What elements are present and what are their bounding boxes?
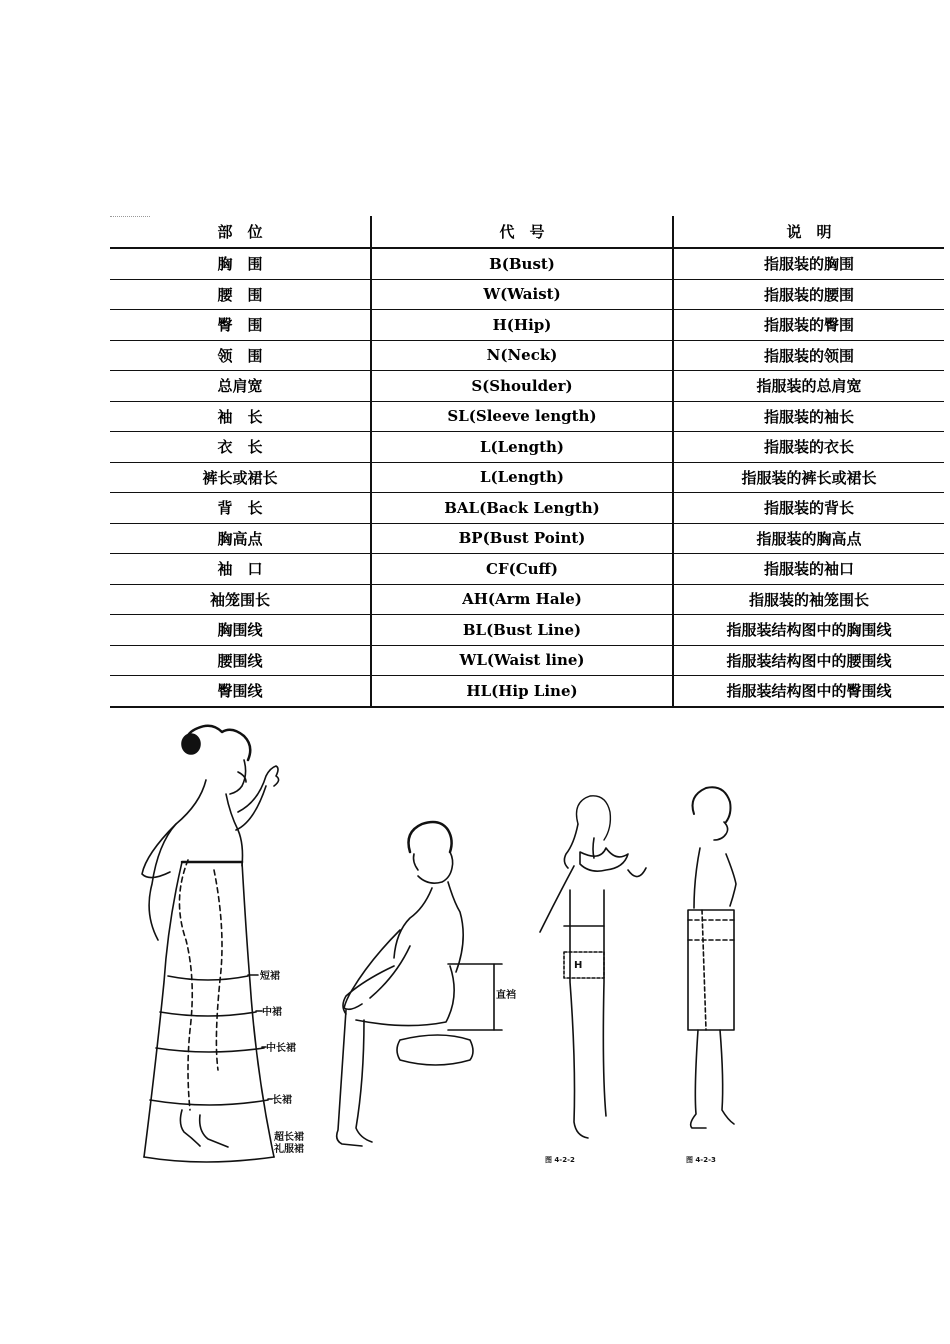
header-part: 部 位 [110,216,371,248]
cell-code: S(Shoulder) [371,371,673,402]
cell-code: L(Length) [371,462,673,493]
label-mid-skirt: 中裙 [262,1007,282,1018]
cell-part: 袖 口 [110,554,371,585]
cell-part: 胸围线 [110,615,371,646]
table-row [110,371,944,402]
cell-part: 背 长 [110,493,371,524]
table-row [110,676,944,707]
illustration-svg [0,720,950,1180]
cell-part: 臀围线 [110,676,371,707]
cell-description: 指服装的背长 [673,493,944,524]
cell-description: 指服装的袖长 [673,401,944,432]
cell-description: 指服装的胸高点 [673,523,944,554]
cell-code: HL(Hip Line) [371,676,673,707]
cell-description: 指服装的胸围 [673,248,944,279]
measurement-code-table [110,216,940,708]
cell-code: CF(Cuff) [371,554,673,585]
table-row [110,615,944,646]
table-row [110,584,944,615]
table-row [110,523,944,554]
cell-code: WL(Waist line) [371,645,673,676]
cell-description: 指服装的领围 [673,340,944,371]
label-crotch-depth: 直裆 [496,990,516,1001]
table-row [110,554,944,585]
cell-code: BP(Bust Point) [371,523,673,554]
cell-part: 腰围线 [110,645,371,676]
label-short-skirt: 短裙 [260,971,280,982]
header-description: 说 明 [673,216,944,248]
cell-description: 指服装的袖笼围长 [673,584,944,615]
cell-code: B(Bust) [371,248,673,279]
cell-description: 指服装结构图中的臀围线 [673,676,944,707]
cell-description: 指服装的袖口 [673,554,944,585]
cell-part: 衣 长 [110,432,371,463]
cell-part: 袖 长 [110,401,371,432]
cell-code: SL(Sleeve length) [371,401,673,432]
woman-skirt-lengths-figure [142,726,279,1162]
seated-man-figure [337,822,502,1146]
woman-hip-figure [540,796,646,1138]
table-row [110,279,944,310]
table-row [110,462,944,493]
cell-code: H(Hip) [371,310,673,341]
label-long-skirt: 长裙 [272,1095,292,1106]
cell-code: AH(Arm Hale) [371,584,673,615]
cell-part: 胸 围 [110,248,371,279]
cell-code: W(Waist) [371,279,673,310]
cell-code: N(Neck) [371,340,673,371]
caption-fig-4-2-2: 图 4-2-2 [545,1156,575,1164]
cell-description: 指服装结构图中的胸围线 [673,615,944,646]
label-extra-long-skirt: 超长裙 [274,1132,304,1143]
cell-part: 腰 围 [110,279,371,310]
cell-part: 袖笼围长 [110,584,371,615]
woman-skirt-block-figure [688,787,736,1128]
cell-description: 指服装的衣长 [673,432,944,463]
cell-description: 指服装的裤长或裙长 [673,462,944,493]
cell-description: 指服装的腰围 [673,279,944,310]
cell-description: 指服装的臀围 [673,310,944,341]
table-row [110,248,944,279]
cell-part: 臀 围 [110,310,371,341]
table-row [110,645,944,676]
label-mid-long-skirt: 中长裙 [266,1043,296,1054]
cell-code: BAL(Back Length) [371,493,673,524]
table-row [110,340,944,371]
table-body [110,248,944,707]
cell-code: BL(Bust Line) [371,615,673,646]
cell-description: 指服装的总肩宽 [673,371,944,402]
label-gown-skirt: 礼服裙 [274,1144,304,1155]
cell-part: 总肩宽 [110,371,371,402]
caption-fig-4-2-3: 图 4-2-3 [686,1156,716,1164]
cell-part: 领 围 [110,340,371,371]
table-header-row [110,216,944,248]
cell-code: L(Length) [371,432,673,463]
cell-description: 指服装结构图中的腰围线 [673,645,944,676]
cell-part: 胸高点 [110,523,371,554]
illustrations [0,720,950,1180]
label-hip: H [574,960,583,971]
cell-part: 裤长或裙长 [110,462,371,493]
table-row [110,310,944,341]
table-row [110,432,944,463]
table-row [110,493,944,524]
spec-table [110,216,944,708]
header-code: 代 号 [371,216,673,248]
table-row [110,401,944,432]
